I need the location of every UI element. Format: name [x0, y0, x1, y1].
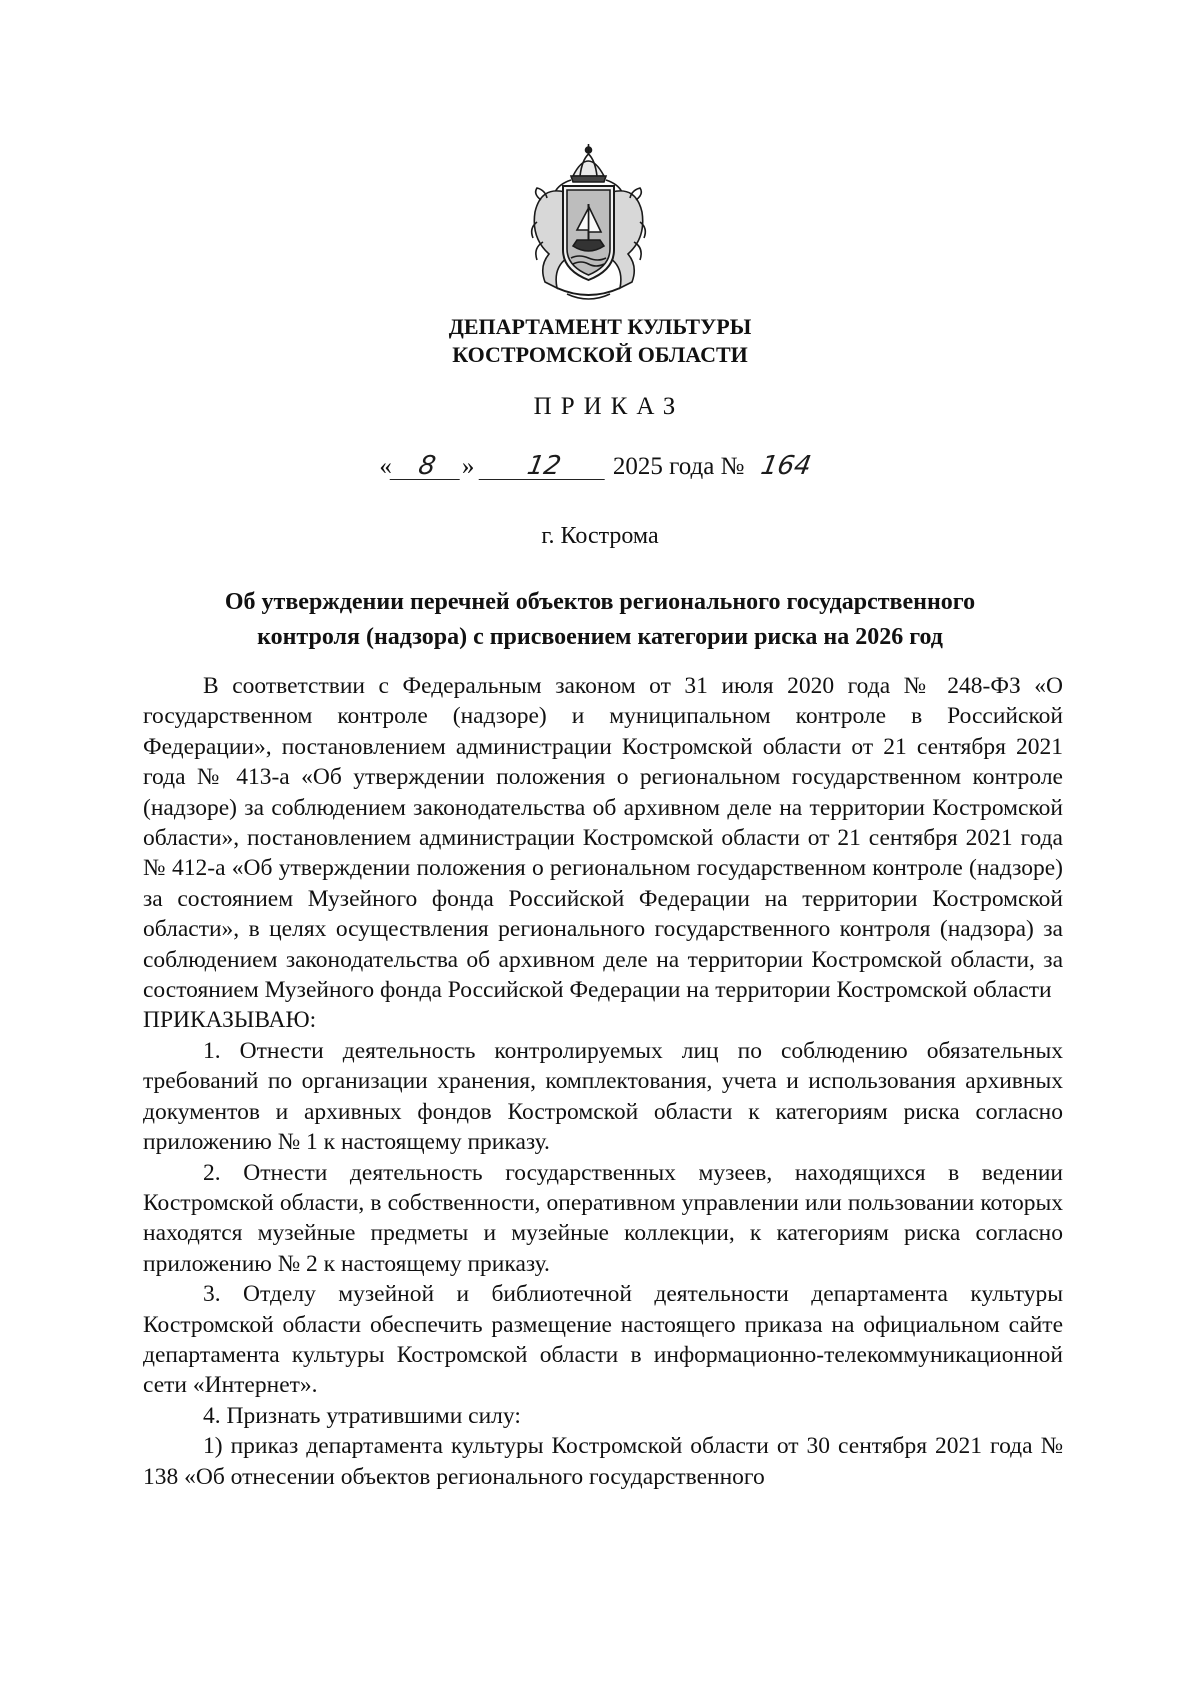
preamble-paragraph: В соответствии с Федеральным законом от 31 июля 2020 года № 248-ФЗ «О государственном контроле (надзоре) и муниципальном контроле в Российской Федерации», постановлением администрации Костромской области от 21 сентября 2021 года № 413-а «Об утверждении положения о региональном государственном контроле (надзоре) за соблюдением законодательства об архивном деле на территории Костромской области», постановлением администрации Костромской области от 21 сентября 2021 года № 412-а «Об утверждении положения о региональном государственном контроле (надзоре) за состоянием Музейного фонда Российской Федерации на территории Костромской области», в целях осуществления регионального государственного контроля (надзора) за соблюдением законодательства об архивном деле на территории Костромской области, за состоянием Музейного фонда Российской Федерации на территории Костромской области [143, 673, 1063, 1004]
city: г. Кострома [541, 523, 659, 549]
document-type: ПРИКАЗ [533, 393, 685, 420]
close-quote: » [461, 453, 475, 480]
list-item-3: 3. Отделу музейной и библиотечной деятельности департамента культуры Костромской области обеспечить размещение настоящего приказа на официальном сайте департамента культуры Костромской области в информационно-телекоммуникационной сети «Интернет». [143, 1281, 1063, 1399]
title-line-1: Об утверждении перечней объектов регионального государственного [224, 589, 976, 615]
department-line-2: КОСТРОМСКОЙ ОБЛАСТИ [452, 342, 748, 367]
list-item-4: 4. Признать утратившими силу: [203, 1402, 521, 1429]
list-item-4-sub-1: 1) приказ департамента культуры Костромской области от 30 сентября 2021 года № 138 «Об отнесении объектов регионального государственного [143, 1433, 1063, 1490]
document-title [0, 585, 1200, 655]
year-text: 2025 года № [612, 453, 745, 480]
order-number-field: 164 [758, 451, 814, 481]
document-body [143, 671, 1063, 1492]
order-word: ПРИКАЗЫВАЮ: [143, 1007, 317, 1034]
list-item-2: 2. Отнести деятельность государственных музеев, находящихся в ведении Костромской области, в собственности, оперативном управлении или пользовании которых находятся музейные предметы и музейные коллекции, к категориям риска согласно приложению № 2 к настоящему приказу. [143, 1159, 1063, 1277]
date-line [0, 453, 1200, 481]
date-day-field: 8 [389, 453, 464, 480]
open-quote: « [379, 453, 392, 480]
department-line-1: ДЕПАРТАМЕНТ КУЛЬТУРЫ [448, 314, 752, 339]
title-line-2: контроля (надзора) с присвоением категории риска на 2026 год [257, 624, 943, 650]
date-month-field: 12 [478, 453, 609, 480]
department-name [0, 313, 1200, 369]
kostroma-coat-of-arms-icon [527, 142, 650, 305]
list-item-1: 1. Отнести деятельность контролируемых лиц по соблюдению обязательных требований по организации хранения, комплектования, учета и использования архивных документов и архивных фондов Костромской области к категориям риска согласно приложению № 1 к настоящему приказу. [143, 1037, 1063, 1156]
